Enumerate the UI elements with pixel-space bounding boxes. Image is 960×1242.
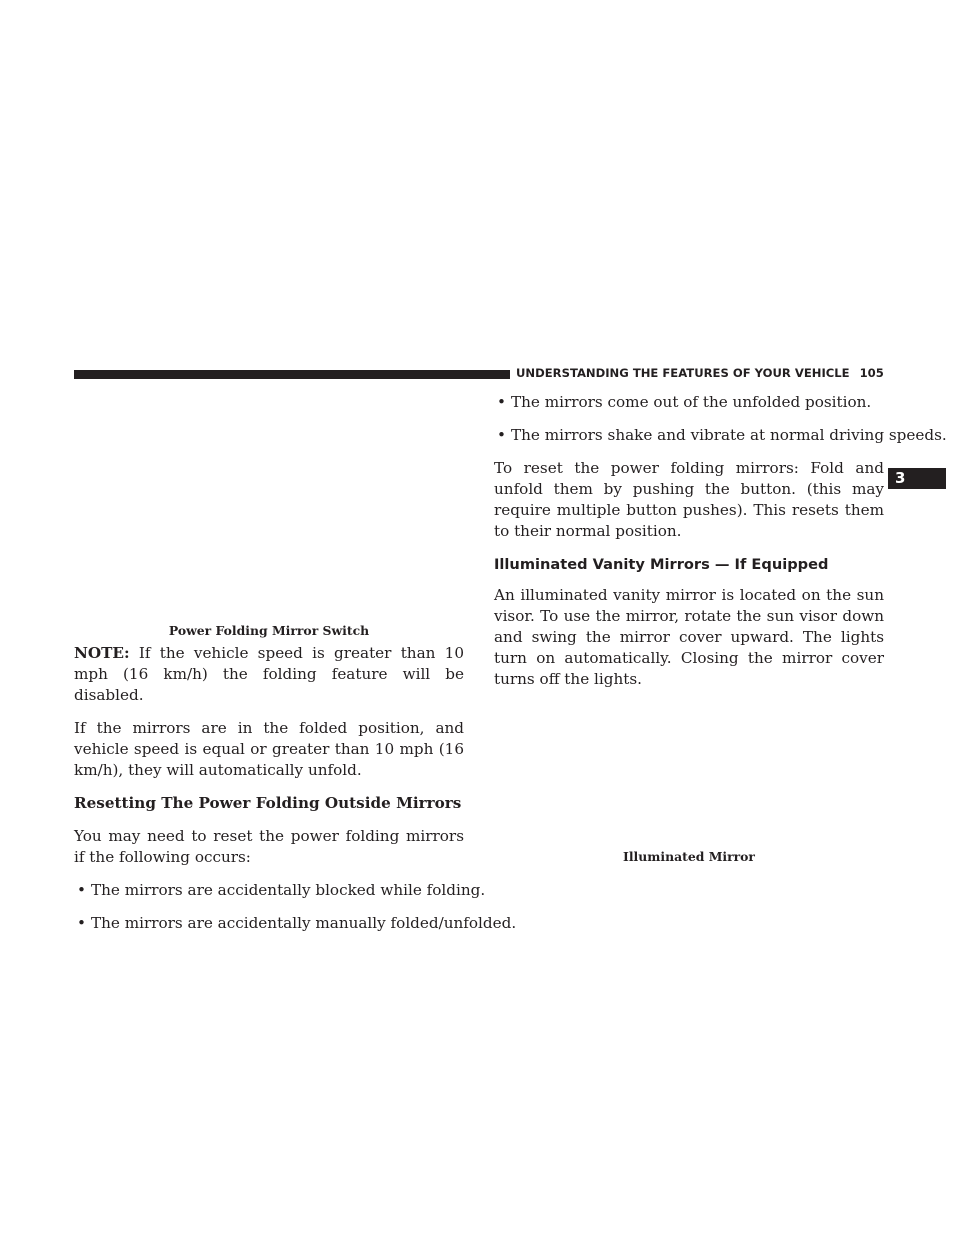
vanity-mirrors-heading: Illuminated Vanity Mirrors — If Equipped	[494, 556, 829, 573]
note-paragraph	[74, 643, 464, 706]
unfold-paragraph: If the mirrors are in the folded position, and vehicle speed is equal or greater than 10 mph (16 km/h), they will automatically unfold.	[74, 719, 464, 779]
list-item-text: The mirrors are accidentally manually folded/unfolded.	[91, 914, 517, 932]
list-item-text: The mirrors come out of the unfolded position.	[511, 393, 872, 411]
bullet-glyph: •	[77, 881, 86, 899]
resetting-subheading: Resetting The Power Folding Outside Mirrors	[74, 794, 462, 812]
right-column	[494, 392, 947, 690]
note-label: NOTE:	[74, 644, 130, 662]
left-column	[74, 643, 517, 946]
page-number: 105	[859, 366, 884, 380]
reset-procedure-paragraph: To reset the power folding mirrors: Fold and unfold them by pushing the button. (this may require multiple button pushes). This resets them to their normal position.	[494, 459, 884, 540]
note-text: If the vehicle speed is greater than 10 mph (16 km/h) the folding feature will be disabled.	[74, 644, 464, 704]
header-title: UNDERSTANDING THE FEATURES OF YOUR VEHICLE	[516, 366, 850, 380]
list-item	[74, 913, 517, 934]
list-item	[494, 425, 947, 446]
chapter-tab: 3	[888, 468, 946, 489]
bullet-glyph: •	[77, 914, 86, 932]
running-header	[516, 366, 884, 380]
header-rule	[74, 370, 510, 379]
bullet-glyph: •	[497, 426, 506, 444]
reset-conditions-list-left	[74, 880, 517, 934]
reset-intro-paragraph: You may need to reset the power folding mirrors if the following occurs:	[74, 827, 464, 866]
vanity-mirror-paragraph: An illuminated vanity mirror is located on the sun visor. To use the mirror, rotate the sun visor down and swing the mirror cover upward. The lights turn on automatically. Closing the mirror cover turns off the lights.	[494, 586, 884, 688]
list-item	[494, 392, 884, 413]
figure-caption-power-folding-switch: Power Folding Mirror Switch	[168, 623, 370, 638]
list-item-text: The mirrors are accidentally blocked while folding.	[91, 881, 486, 899]
bullet-glyph: •	[497, 393, 506, 411]
list-item-text: The mirrors shake and vibrate at normal driving speeds.	[511, 426, 947, 444]
list-item	[74, 880, 486, 901]
reset-conditions-list-right	[494, 392, 947, 446]
figure-caption-illuminated-mirror: Illuminated Mirror	[623, 849, 755, 864]
